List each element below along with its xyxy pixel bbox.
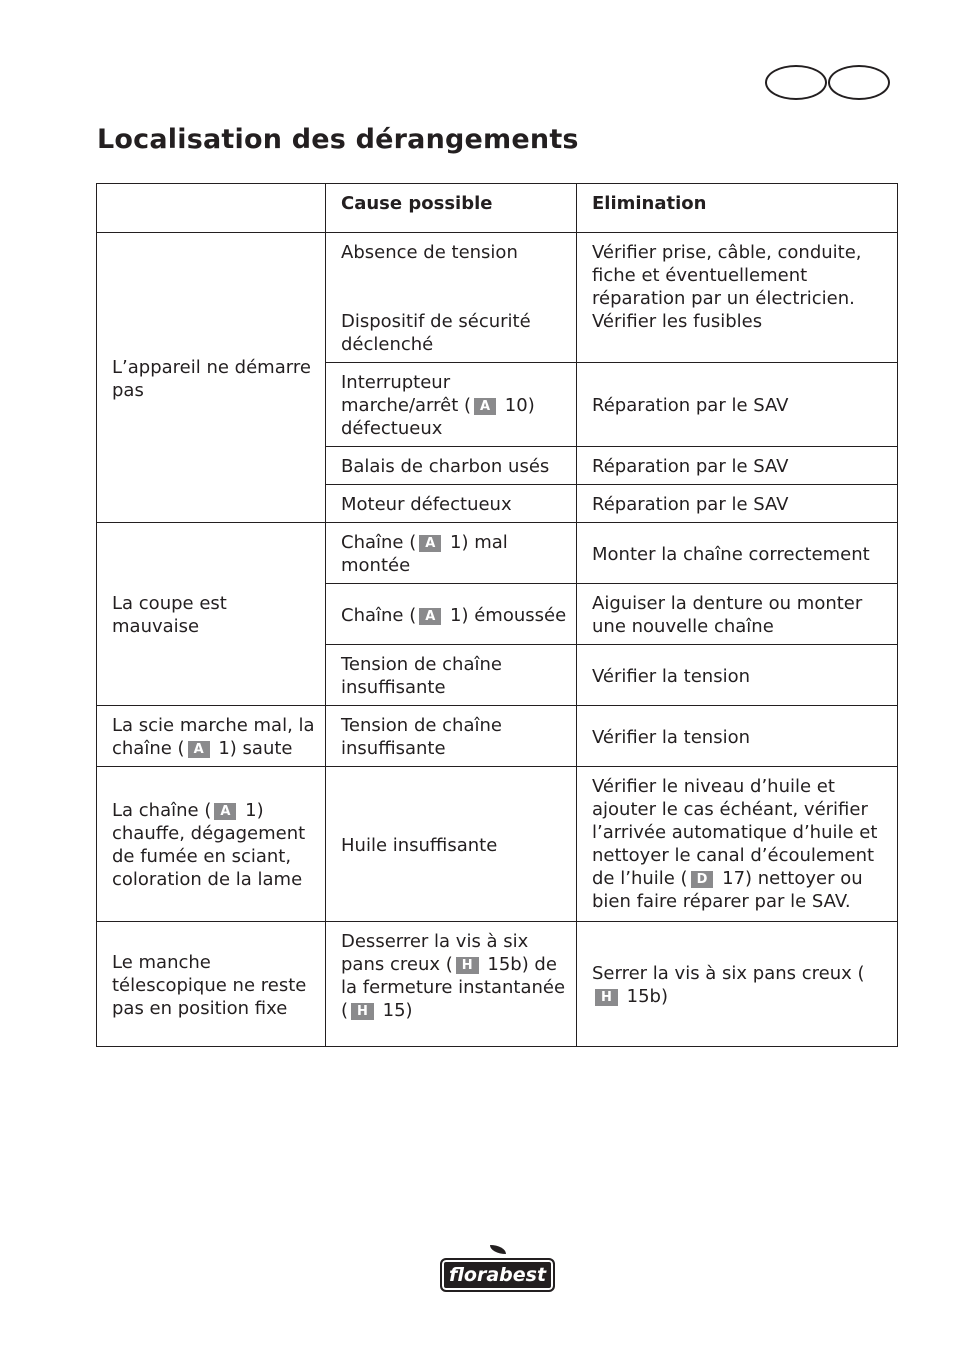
cause-cell	[326, 584, 577, 645]
cause-cell: Huile insuffisante	[326, 767, 577, 922]
cause-cell: Balais de charbon usés	[326, 447, 577, 485]
elimination-text: Vérifier le niveau d’huile et ajouter le cas échéant, vérifier l’arrivée automatique d’huile et nettoyer le canal d’écoulement de l’huile (	[592, 776, 878, 889]
brand-leaf-icon	[490, 1245, 506, 1254]
elimination-cell: Aiguiser la denture ou monter une nouvelle chaîne	[577, 584, 898, 645]
cause-text: Absence de tension	[341, 242, 518, 263]
elimination-cell: Vérifier la tension	[577, 706, 898, 767]
elimination-cell	[577, 767, 898, 922]
elimination-text: 17) nettoyer ou bien faire réparer par le SAV.	[592, 868, 863, 912]
figure-ref-badge: H	[351, 1003, 374, 1020]
cause-cell	[326, 523, 577, 584]
cause-cell: Tension de chaîne insuffisante	[326, 706, 577, 767]
cause-text: Chaîne (	[341, 604, 417, 626]
brand-logo: florabest	[440, 1258, 555, 1292]
table-row	[97, 233, 898, 363]
table-row	[97, 523, 898, 584]
elimination-cell: Monter la chaîne correctement	[577, 523, 898, 584]
elimination-cell: Réparation par le SAV	[577, 447, 898, 485]
header-elimination: Elimination	[577, 184, 898, 233]
cause-text: Dispositif de sécurité déclenché	[341, 311, 531, 355]
cause-text: Chaîne (	[341, 532, 417, 553]
problem-cell	[97, 706, 326, 767]
table-row	[97, 706, 898, 767]
cause-text: 15)	[376, 1000, 413, 1021]
problem-cell: L’appareil ne démarre pas	[97, 233, 326, 523]
figure-ref-badge: H	[595, 989, 618, 1006]
problem-text: La scie marche mal, la chaîne (	[112, 715, 315, 759]
table-row	[97, 767, 898, 922]
elimination-cell: Vérifier la tension	[577, 645, 898, 706]
header-cause: Cause possible	[326, 184, 577, 233]
elimination-cell	[577, 922, 898, 1047]
cause-cell: Tension de chaîne insuffisante	[326, 645, 577, 706]
elimination-cell: Réparation par le SAV	[577, 363, 898, 447]
cause-cell: Moteur défectueux	[326, 485, 577, 523]
cause-text: 1) émoussée	[444, 604, 567, 626]
figure-ref-badge: A	[474, 398, 496, 415]
problem-text: 1) saute	[212, 738, 293, 759]
elimination-text: 15b)	[620, 986, 668, 1007]
problem-cell	[97, 767, 326, 922]
elimination-cell: Réparation par le SAV	[577, 485, 898, 523]
cause-text: Desserrer la vis à six pans creux (	[341, 931, 529, 975]
elimination-text: Vérifier prise, câble, conduite, fiche et éventuellement réparation par un électricien.	[592, 242, 862, 309]
language-ovals	[765, 65, 890, 99]
cause-cell	[326, 233, 577, 363]
table-row	[97, 922, 898, 1047]
troubleshooting-table	[96, 183, 898, 1047]
figure-ref-badge: D	[691, 871, 714, 888]
figure-ref-badge: A	[214, 803, 236, 820]
page-title: Localisation des dérangements	[97, 124, 579, 155]
cause-cell	[326, 363, 577, 447]
elimination-text: Serrer la vis à six pans creux (	[592, 963, 865, 984]
cause-text: 10) défectueux	[341, 395, 535, 439]
figure-ref-badge: A	[419, 608, 441, 625]
header-problem	[97, 184, 326, 233]
figure-ref-badge: H	[456, 957, 479, 974]
cause-text: 15b) de la fermeture instantanée (	[341, 954, 566, 1021]
figure-ref-badge: A	[188, 741, 210, 758]
elimination-text: Vérifier les fusibles	[592, 311, 763, 332]
elimination-cell	[577, 233, 898, 363]
table-header-row	[97, 184, 898, 233]
problem-text: La chaîne (	[112, 800, 212, 821]
figure-ref-badge: A	[419, 535, 441, 552]
problem-text: 1) chauffe, dégagement de fumée en sciant, coloration de la lame	[112, 800, 306, 890]
problem-cell: La coupe est mauvaise	[97, 523, 326, 706]
cause-cell	[326, 922, 577, 1047]
language-oval-left	[765, 65, 827, 100]
problem-cell: Le manche télescopique ne reste pas en position fixe	[97, 922, 326, 1047]
cause-text: Interrupteur marche/arrêt (	[341, 372, 472, 416]
language-oval-right	[828, 65, 890, 100]
cause-text: 1) mal montée	[341, 532, 508, 576]
